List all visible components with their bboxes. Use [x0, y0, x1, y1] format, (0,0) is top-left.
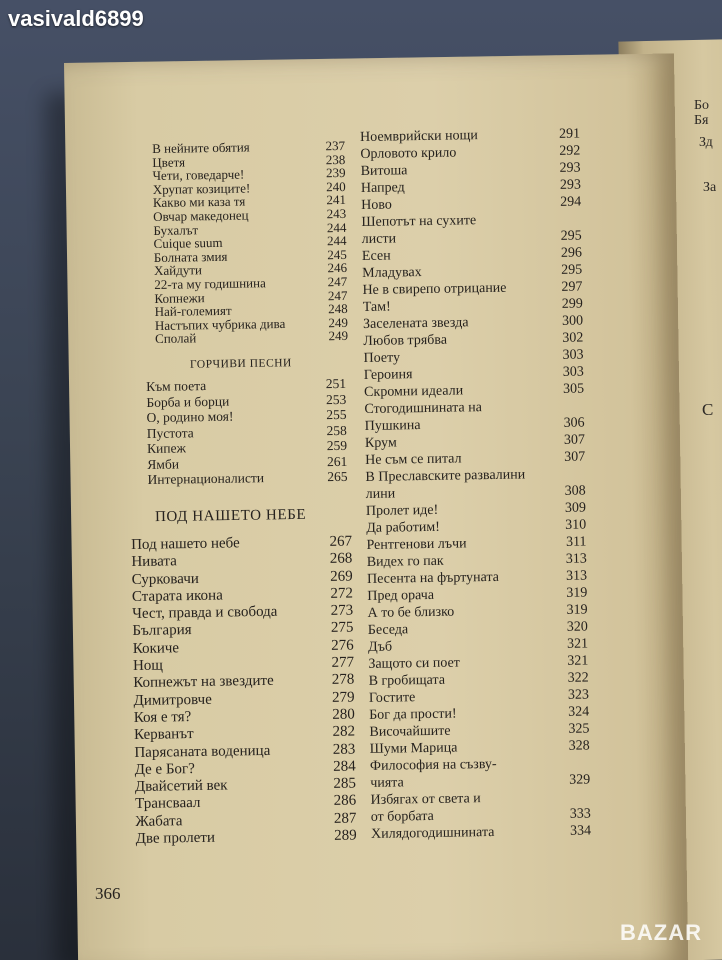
section-heading: ГОРЧИВИ ПЕСНИ: [189, 357, 292, 371]
toc-column-2: [360, 127, 591, 844]
toc-title: Бухалът: [153, 221, 199, 238]
toc-title: Не в свирепо отрицание: [362, 280, 507, 298]
toc-page-number: 313: [565, 551, 587, 567]
toc-title: Хрупат козиците!: [152, 180, 251, 197]
toc-title: Цветя: [152, 154, 186, 170]
toc-entry: [136, 828, 357, 849]
toc-title: Песента на фъртуната: [366, 569, 500, 587]
toc-page-number: 247: [327, 273, 348, 290]
toc-page-number: 265: [327, 468, 348, 485]
toc-page-number: 249: [328, 314, 348, 330]
toc-title: Героиня: [363, 367, 413, 383]
toc-title: Напред: [360, 180, 405, 196]
toc-title: Трансваал: [135, 795, 201, 813]
toc-page-number: 243: [326, 205, 347, 222]
toc-page-number: 286: [333, 792, 357, 810]
toc-page-number: 328: [568, 738, 590, 754]
toc-page-number: 238: [325, 151, 346, 167]
toc-page-number: 333: [569, 806, 591, 822]
right-page-text: Бо: [694, 98, 710, 113]
toc-page-number: 321: [566, 636, 589, 652]
toc-entry: [371, 823, 591, 843]
toc-title: Любов трябва: [363, 332, 448, 349]
toc-page-number: 273: [330, 602, 354, 620]
toc-title: Есен: [361, 248, 391, 264]
toc-page-number: 268: [329, 550, 353, 568]
toc-title: О, родино моя!: [146, 408, 234, 425]
toc-title: Нощ: [132, 657, 164, 675]
toc-page-number: 294: [560, 194, 582, 210]
toc-title: Витоша: [360, 163, 408, 179]
toc-page-number: 319: [566, 585, 588, 601]
toc-page-number: 241: [326, 192, 347, 208]
toc-title: чията: [370, 775, 404, 791]
toc-title: Гостите: [368, 690, 416, 706]
toc-title: Пролет иде!: [365, 502, 439, 519]
toc-title: Овчар македонец: [153, 207, 249, 224]
toc-title: Пустота: [146, 424, 194, 441]
toc-title: А то бе близко: [367, 604, 455, 621]
toc-entry: [147, 469, 347, 488]
toc-page-number: 313: [565, 568, 588, 584]
toc-page-number: 311: [565, 534, 587, 550]
toc-title: Височайшите: [369, 723, 451, 740]
toc-page-number: 249: [328, 328, 349, 344]
toc-title: Ново: [361, 197, 392, 213]
toc-page-number: 246: [327, 260, 348, 276]
toc-page-number: 279: [331, 689, 355, 706]
toc-title: Парясаната воденица: [134, 742, 271, 761]
seller-watermark: vasivald6899: [8, 6, 144, 31]
toc-page-number: 322: [567, 670, 589, 686]
toc-page-number: 307: [563, 432, 586, 448]
toc-title: България: [132, 622, 192, 640]
toc-page-number: 293: [559, 177, 582, 193]
toc-title: Cuique suum: [153, 235, 223, 252]
toc-page-number: 280: [332, 706, 355, 723]
toc-page-number: 251: [325, 375, 347, 392]
toc-title: Там!: [362, 299, 391, 315]
toc-page-number: 324: [568, 704, 590, 720]
toc-title: листи: [361, 231, 397, 247]
toc-title: Дъб: [368, 639, 393, 655]
toc-title: Философия на съзву-: [369, 756, 497, 774]
toc-title: Старата икона: [131, 587, 223, 605]
toc-title: Шуми Марица: [369, 740, 458, 757]
toc-page-number: 323: [567, 687, 590, 703]
toc-title: Хилядогодишнината: [370, 824, 495, 842]
toc-title: Заселената звезда: [362, 315, 469, 332]
toc-title: В Преславските развалини: [365, 467, 526, 485]
toc-title: Най-големият: [154, 302, 232, 320]
toc-page-number: 297: [561, 279, 583, 295]
toc-title: лини: [365, 486, 396, 502]
toc-title: Кипеж: [146, 440, 186, 456]
toc-title: Копнежи: [154, 289, 205, 306]
toc-page-number: 293: [559, 160, 581, 176]
toc-title: Бог да прости!: [369, 706, 457, 723]
toc-page-number: 325: [568, 721, 590, 737]
toc-title: Не съм се питал: [365, 451, 462, 468]
right-page-text: Зд: [699, 135, 713, 150]
toc-title: 22-та му годишнина: [154, 275, 266, 292]
toc-title: Керванът: [133, 726, 194, 744]
toc-title: Нивата: [131, 553, 177, 571]
toc-page-number: 253: [325, 391, 347, 407]
right-page-text: С: [702, 400, 714, 419]
toc-title: Под нашето небе: [131, 535, 240, 553]
toc-title: Да работим!: [366, 519, 440, 536]
toc-title: Ноемврийски нощи: [360, 128, 478, 145]
toc-page-number: 287: [333, 810, 357, 827]
toc-page-number: 247: [327, 287, 348, 303]
page-number: 366: [95, 884, 121, 903]
toc-title: Де е Бог?: [134, 760, 195, 778]
toc-title: Болната змия: [153, 248, 228, 265]
toc-page-number: 261: [326, 453, 348, 469]
toc-page-number: 259: [326, 437, 348, 454]
toc-title: Стогодишнината на: [364, 400, 483, 417]
toc-title: Чест, правда и свобода: [132, 603, 278, 623]
toc-title: Кокиче: [132, 640, 180, 657]
toc-title: Към поета: [146, 378, 207, 394]
toc-page-number: 275: [330, 620, 354, 637]
toc-title: Шепотът на сухите: [361, 213, 477, 230]
toc-title: Видех го пак: [366, 553, 444, 570]
toc-page-number: 308: [564, 483, 586, 499]
toc-title: В гробищата: [368, 672, 446, 689]
toc-title: Какво ми каза тя: [152, 193, 246, 211]
right-page-text: Бя: [694, 113, 709, 128]
toc-title: от борбата: [370, 808, 434, 825]
toc-title: Ямби: [147, 455, 180, 472]
toc-column-1b: [146, 376, 348, 488]
toc-title: Пред орача: [367, 587, 435, 604]
toc-column-1c: [131, 534, 357, 849]
toc-title: Настъпих чубрика дива: [154, 315, 286, 333]
toc-page-number: 237: [325, 137, 346, 154]
toc-title: Рентгенови лъчи: [366, 536, 467, 553]
right-page-text: За: [703, 180, 717, 195]
toc-page-number: 296: [560, 245, 583, 261]
toc-page-number: 292: [559, 143, 581, 159]
toc-page-number: 289: [334, 827, 357, 844]
toc-page-number: 310: [565, 517, 587, 533]
toc-title: Беседа: [367, 622, 409, 638]
toc-page-number: 284: [333, 758, 356, 775]
toc-page-number: 245: [327, 246, 347, 263]
toc-title: Крум: [364, 435, 397, 451]
toc-page-number: 299: [561, 296, 583, 312]
site-watermark-logo: BAZAR: [620, 920, 702, 945]
toc-title: Интернационалисти: [147, 470, 265, 487]
section-heading: ПОД НАШЕТО НЕБЕ: [154, 506, 307, 526]
toc-page-number: 244: [326, 233, 347, 249]
toc-page-number: 320: [566, 619, 588, 635]
toc-title: Две пролети: [135, 829, 216, 848]
toc-page-number: 258: [326, 422, 347, 438]
toc-title: Хайдути: [153, 262, 203, 279]
toc-page-number: 303: [562, 364, 584, 380]
toc-column-1a: [152, 138, 348, 345]
toc-page-number: 248: [328, 301, 348, 317]
toc-title: Коя е тя?: [133, 709, 192, 726]
toc-page-number: 329: [569, 772, 591, 788]
toc-title: Орловото крило: [360, 145, 457, 162]
toc-page-number: 306: [563, 415, 585, 431]
toc-page-number: 334: [569, 823, 592, 839]
toc-title: Скромни идеали: [364, 383, 464, 400]
toc-page-number: 285: [333, 775, 357, 793]
toc-page-number: 255: [326, 406, 347, 423]
toc-title: Младувах: [362, 265, 422, 281]
toc-page-number: 305: [562, 381, 585, 397]
toc-title: Жабата: [135, 812, 183, 830]
toc-page-number: 272: [330, 585, 354, 602]
toc-page-number: 282: [332, 723, 356, 741]
toc-title: Избягах от света и: [370, 791, 481, 808]
toc-page-number: 244: [326, 219, 347, 235]
toc-page-number: 300: [561, 313, 584, 329]
toc-page-number: 321: [567, 653, 589, 669]
toc-page-number: 291: [558, 126, 581, 142]
toc-title: В нейните обятия: [152, 139, 250, 156]
toc-title: Димитровче: [133, 691, 212, 709]
toc-page-number: 240: [326, 178, 346, 195]
toc-title: Защото си поет: [368, 655, 460, 672]
toc-page-number: 276: [331, 637, 354, 654]
toc-page-number: 267: [329, 533, 353, 550]
toc-page-number: 319: [566, 602, 588, 618]
toc-title: Поету: [363, 350, 401, 366]
toc-page-number: 278: [331, 671, 355, 689]
toc-title: Сполай: [154, 330, 197, 347]
toc-title: Копнежът на звездите: [133, 673, 274, 692]
toc-page-number: 283: [332, 741, 356, 758]
toc-title: Борба и борци: [146, 393, 230, 410]
toc-page-number: 239: [325, 165, 346, 181]
toc-page-number: 309: [564, 500, 587, 516]
toc-page-number: 302: [562, 330, 584, 346]
toc-page-number: 295: [561, 262, 583, 278]
toc-title: Чети, говедарче!: [152, 166, 245, 184]
toc-title: Двайсетий век: [134, 777, 228, 796]
toc-page-number: 303: [562, 347, 584, 363]
toc-page-number: 307: [564, 449, 586, 465]
toc-title: Сурковачи: [131, 570, 199, 588]
toc-title: Пушкина: [364, 418, 421, 434]
toc-page-number: 269: [330, 568, 353, 585]
toc-page-number: 295: [560, 228, 582, 244]
toc-page-number: 277: [331, 654, 355, 671]
